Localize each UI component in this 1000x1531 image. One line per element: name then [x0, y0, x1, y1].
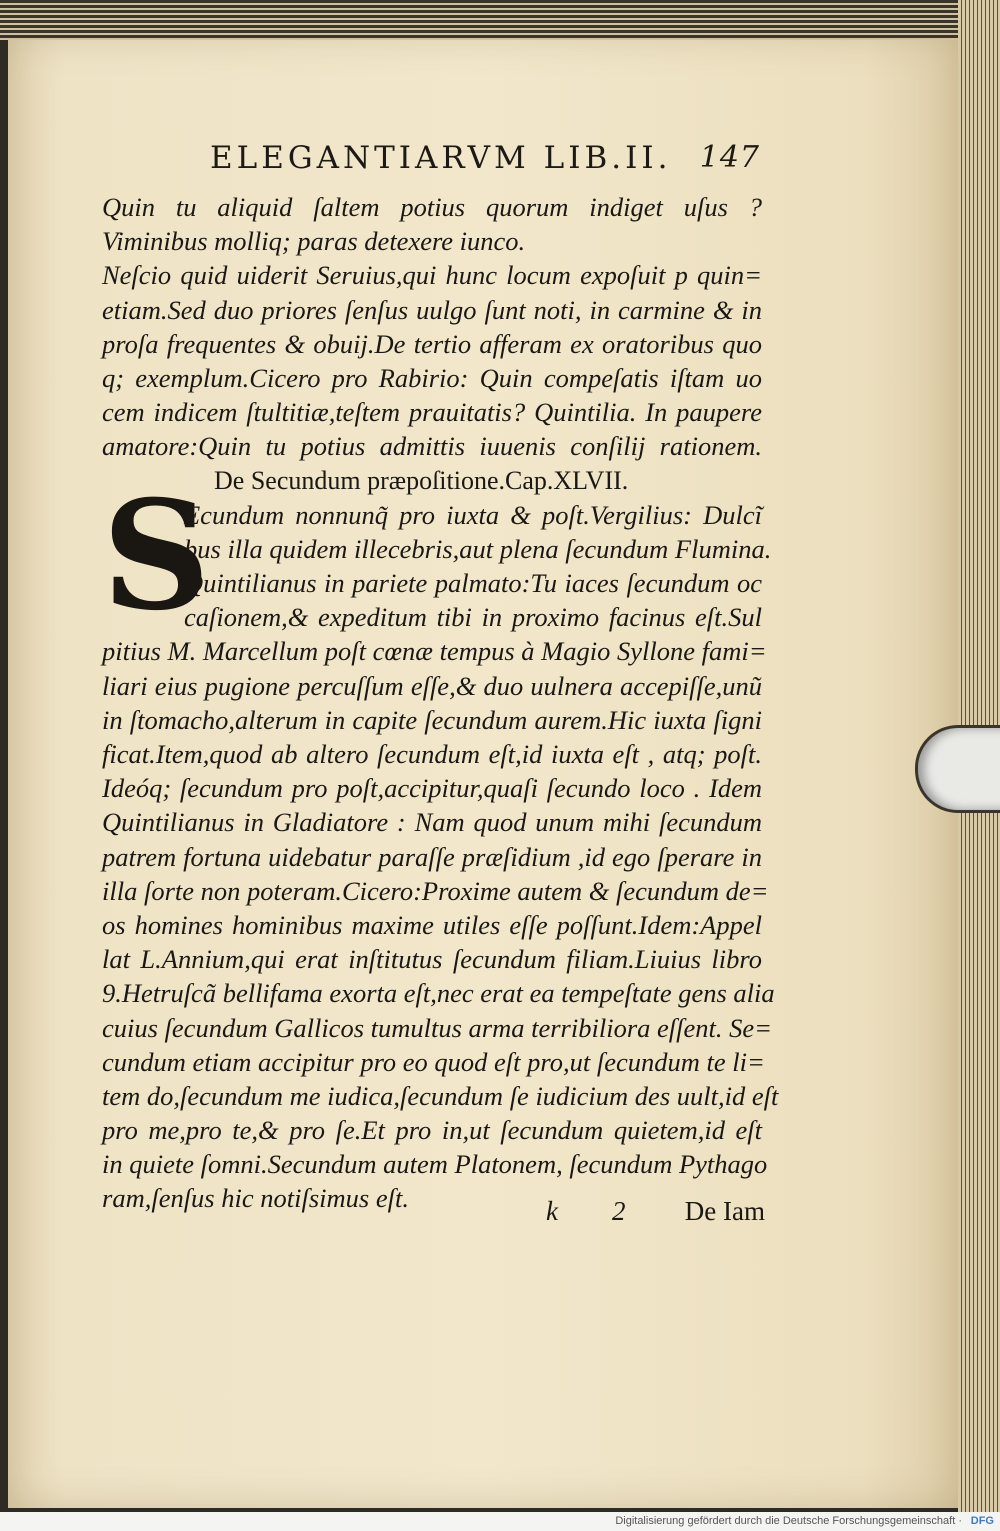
signature-letter: k — [546, 1196, 558, 1226]
text-line: q; exemplum.Cicero pro Rabirio: Quin compeſatis iſtam uo — [102, 362, 762, 393]
catchword-line — [540, 1196, 765, 1232]
text-line: Neſcio quid uiderit Seruius,qui hunc locum expoſuit p quin= — [102, 260, 762, 291]
funding-credit: Digitalisierung gefördert durch die Deutsche Forschungsgemeinschaft · — [615, 1515, 962, 1527]
text-line: lat L.Annium,qui erat inſtitutus ſecundum filiam.Liuius libro — [102, 944, 762, 975]
text-line: illa ſorte non poteram.Cicero:Proxime autem & ſecundum de= — [102, 875, 769, 906]
running-title: ELEGANTIARVM LIB.II. — [210, 140, 672, 176]
catchword: De Iam — [684, 1196, 765, 1226]
footer-bar — [0, 1512, 1000, 1531]
text-line: etiam.Sed duo priores ſenſus uulgo ſunt noti, in carmine & in — [102, 294, 762, 325]
drop-capital: S — [102, 468, 211, 644]
text-line: pro me,pro te,& pro ſe.Et pro in,ut ſecundum quietem,id eſt — [102, 1115, 762, 1146]
text-line: cem indicem ſtultitiæ,teſtem prauitatis? Quintilia. In paupere — [102, 397, 762, 428]
text-line: liari eius pugione percuſſum eſſe,& duo uulnera accepiſſe,unũ — [102, 670, 762, 701]
text-line: cuius ſecundum Gallicos tumultus arma terribiliora eſſent. Se= — [102, 1012, 773, 1043]
text-line: ficat.Item,quod ab altero ſecundum eſt,id iuxta eſt , atq; poſt. — [102, 739, 762, 769]
page-number: 147 — [699, 140, 760, 175]
dfg-logo: DFG — [970, 1515, 994, 1527]
text-line: Viminibus molliq; paras detexere iunco. — [102, 226, 526, 257]
text-line: amatore:Quin tu potius admittis iuuenis conſilij rationem. — [102, 431, 762, 462]
chapter-heading: De Secundum præpoſitione.Cap.XLVII. — [214, 465, 629, 495]
page-clip — [918, 728, 1000, 810]
text-line: Quin tu aliquid ſaltem potius quorum indiget uſus ? — [102, 192, 762, 222]
text-line: patrem fortuna uidebatur paraſſe præſidium ,id ego ſperare in — [102, 841, 762, 872]
text-line: os homines hominibus maxime utiles eſſe poſſunt.Idem:Appel — [102, 909, 762, 940]
text-line: proſa frequentes & obuij.De tertio afferam ex oratoribus quo — [102, 328, 762, 359]
text-line: in ſtomacho,alterum in capite ſecundum aurem.Hic iuxta ſigni — [102, 704, 762, 735]
text-line: ram,ſenſus hic notiſsimus eſt. — [102, 1183, 409, 1214]
body-text — [102, 190, 779, 1216]
text-line: 9.Hetruſcã bellifama exorta eſt,nec erat ea tempeſtate gens alia — [102, 978, 775, 1009]
text-line: Quintilianus in pariete palmato:Tu iaces ſecundum oc — [184, 568, 762, 599]
text-line: tem do,ſecundum me iudica,ſecundum ſe iudicium des uult,id eſt — [102, 1080, 779, 1111]
signature-number: 2 — [612, 1196, 626, 1226]
text-line: Ideóq; ſecundum pro poſt,accipitur,quaſi ſecundo loco . Idem — [102, 773, 762, 804]
page-stack-top-edge — [0, 0, 1000, 40]
text-line: Quintilianus in Gladiatore : Nam quod unum mihi ſecundum — [102, 807, 762, 838]
text-line: Ecundum nonnunq̃ pro iuxta & poſt.Vergilius: Dulcĩ — [184, 499, 762, 530]
text-line: bus illa quidem illecebris,aut plena ſecundum Flumina. — [184, 533, 772, 564]
text-line: cundum etiam accipitur pro eo quod eſt pro,ut ſecundum te li= — [102, 1046, 765, 1077]
text-line: pitius M. Marcellum poſt cœnæ tempus à Magio Syllone fami= — [102, 636, 767, 667]
text-line: caſionem,& expeditum tibi in proximo facinus eſt.Sul — [184, 602, 762, 633]
running-header — [210, 140, 760, 184]
text-line: in quiete ſomni.Secundum autem Platonem, ſecundum Pythago — [102, 1149, 768, 1180]
